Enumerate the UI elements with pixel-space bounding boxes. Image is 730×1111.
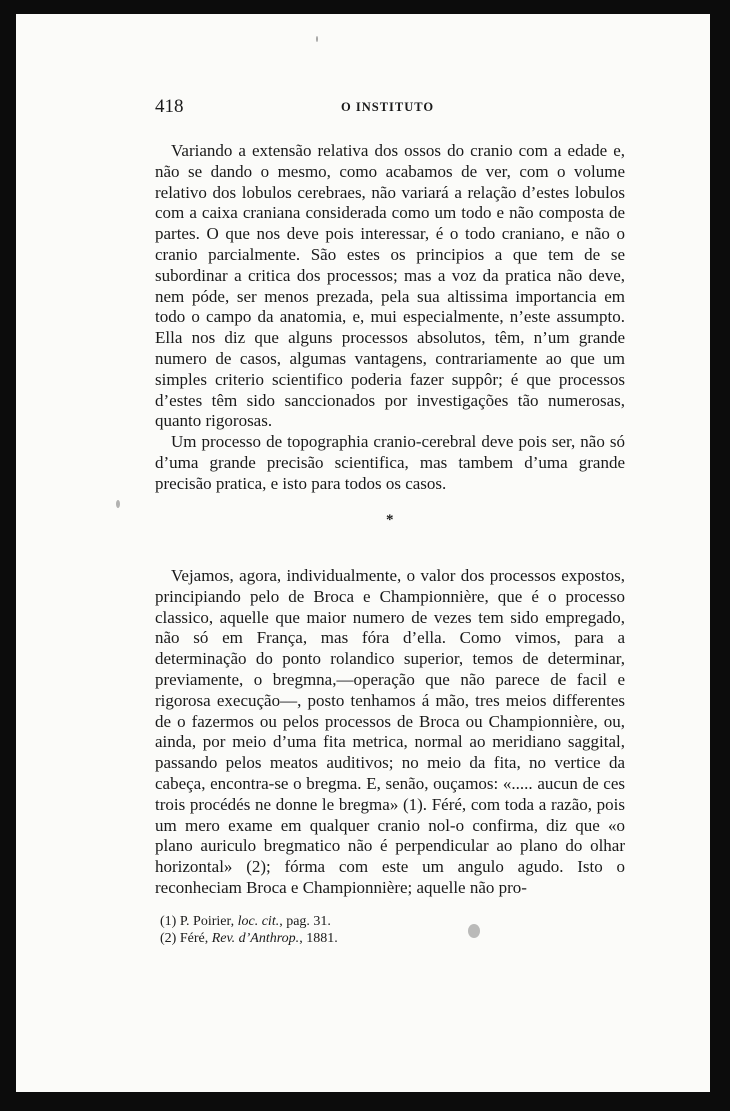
section-1 xyxy=(155,141,625,495)
footnote-1-prefix: (1) P. Poirier, xyxy=(160,914,238,929)
footnote-2-prefix: (2) Féré, xyxy=(160,931,212,946)
running-head: O INSTITUTO xyxy=(341,100,435,114)
footnote-1 xyxy=(160,913,540,930)
scan-speck xyxy=(116,500,120,508)
page-header xyxy=(155,96,625,120)
footnote-2-italic: Rev. d’Anthrop. xyxy=(211,931,300,946)
scan-border-right xyxy=(710,0,730,1111)
footnote-1-suffix: , pag. 31. xyxy=(279,914,331,929)
footnotes xyxy=(160,913,540,947)
scan-speck xyxy=(316,36,318,42)
scan-border-bottom xyxy=(0,1092,730,1111)
footnote-2-suffix: , 1881. xyxy=(299,931,338,946)
paragraph-1: Variando a extensão relativa dos ossos do cranio com a edade e, não se dando o mesmo, como acabamos de ver, com o volume relativo dos lobulos cerebraes, não variará a relação d’estes lobulos com a caixa craniana considerada como um todo e não composta de partes. O que nos deve pois interessar, é o todo craniano, e não o cranio parcialmente. São estes os principios a que tem de se subordinar a critica dos processos; mas a voz da pratica não deve, nem póde, ser menos prezada, pela sua altissima importancia em todo o campo da anatomia, e, mui especialmente, n’este assumpto. Ella nos diz que alguns processos absolutos, têm, n’um grande numero de casos, algumas vantagens, contrariamente ao que um simples criterio scientifico poderia fazer suppôr; é que processos d’estes têm sido sanccionados por investigações tão numerosas, quanto rigorosas. xyxy=(155,141,625,431)
footnote-1-italic: loc. cit. xyxy=(237,914,280,929)
section-2 xyxy=(155,566,625,899)
paragraph-2: Um processo de topographia cranio-cerebral deve pois ser, não só d’uma grande precisão scientifica, mas tambem d’uma grande precisão pratica, e isto para todos os casos. xyxy=(155,432,625,493)
page-number: 418 xyxy=(155,96,184,117)
scan-speck xyxy=(468,924,480,938)
footnote-2 xyxy=(160,930,540,947)
section-divider: * xyxy=(386,512,394,528)
paragraph-3: Vejamos, agora, individualmente, o valor dos processos expostos, principiando pelo de Broca e Championnière, que é o processo classico, aquelle que maior numero de vezes tem sido empregado, não só em França, mas fóra d’ella. Como vimos, para a determinação do ponto rolandico superior, temos de determinar, previamente, o bregmna,—operação que não parece de facil e rigorosa execução—, posto tenhamos á mão, tres meios differentes de o fazermos ou pelos processos de Broca ou Championnière, ou, ainda, por meio d’uma fita metrica, normal ao meridiano saggital, passando pelos meatos auditivos; no meio da fita, no vertice da cabeça, encontra-se o bregma. E, senão, ouçamos: «..... aucun de ces trois procédés ne donne le bregma» (1). Féré, com toda a razão, pois um mero exame em qualquer cranio nol-o confirma, diz que «o plano auriculo bregmatico não é perpendicular ao plano do olhar horizontal» (2); fórma com este um angulo agudo. Isto o reconheciam Broca e Championnière; aquelle não pro- xyxy=(155,566,625,897)
scan-border-top xyxy=(0,0,730,14)
scan-border-left xyxy=(0,0,16,1111)
